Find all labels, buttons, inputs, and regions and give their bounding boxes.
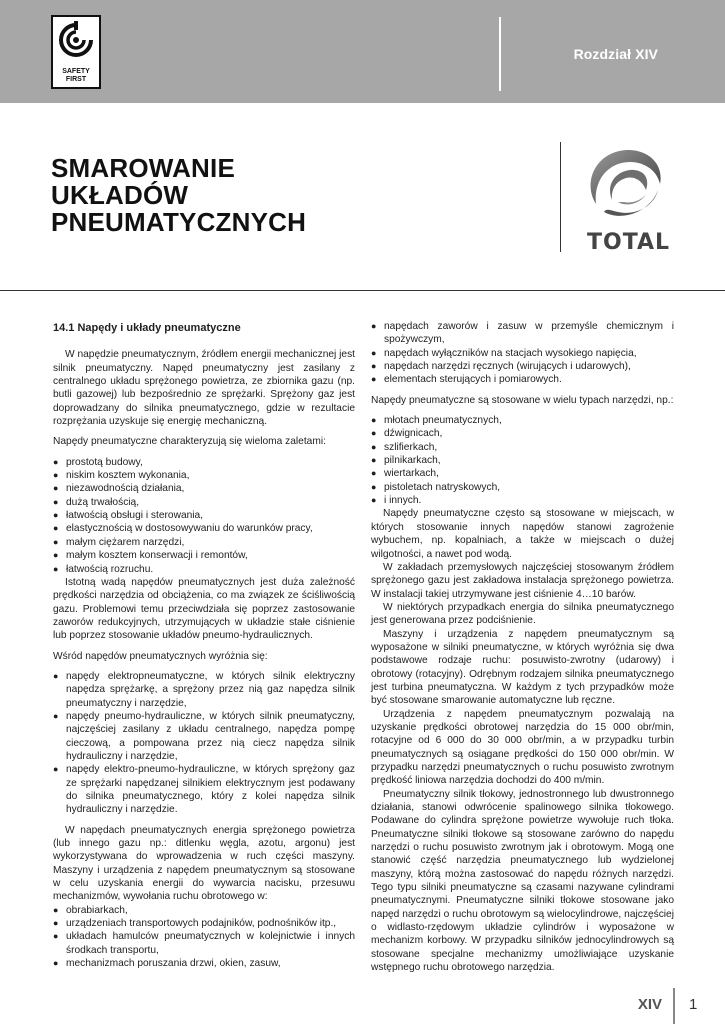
advantages-list xyxy=(53,456,355,576)
chapter-label: Rozdział XIV xyxy=(573,46,658,62)
paragraph: W zakładach przemysłowych najczęściej stosowanym źródłem sprężonego gazu jest zakładowa instalacja sprężonego powietrza. W instalacji takiej utrzymywane jest ciśnienie 4…10 barów. xyxy=(371,561,674,600)
list-item: ● małym kosztem konserwacji i remontów, xyxy=(53,549,355,562)
drive-types-list xyxy=(53,670,355,817)
list-item: ● napędach narzędzi ręcznych (wirujących i udarowych), xyxy=(371,360,674,373)
paragraph: Napędy pneumatyczne charakteryzują się wieloma zaletami: xyxy=(53,436,326,448)
list-item: ● elementach sterujących i pomiarowych. xyxy=(371,373,674,386)
list-item: ● młotach pneumatycznych, xyxy=(371,414,674,427)
page-number: 1 xyxy=(689,996,698,1013)
applications-list-continued xyxy=(371,320,674,387)
paragraph: Napędy pneumatyczne często są stosowane w miejscach, w których stosowanie innych napędów stanowi zagrożenie wybuchem, np. kopalniach, a także w miejscach o dużej wilgotności, a nawet pod wodą. xyxy=(371,508,674,560)
list-item: ● napędach zaworów i zasuw w przemyśle chemicznym i spożywczym, xyxy=(371,320,674,347)
list-item: ● prostotą budowy, xyxy=(53,456,355,469)
list-item: ● niskim kosztem wykonania, xyxy=(53,469,355,482)
list-item: ● dużą trwałością, xyxy=(53,496,355,509)
list-item: ● dźwignicach, xyxy=(371,427,674,440)
list-item: ● niezawodnością działania, xyxy=(53,482,355,495)
applications-list xyxy=(53,904,355,971)
left-column xyxy=(53,318,355,970)
list-item: ● mechanizmach poruszania drzwi, okien, zasuw, xyxy=(53,957,355,970)
page-title xyxy=(51,155,306,236)
list-item: ● napędach wyłączników na stacjach wysokiego napięcia, xyxy=(371,347,674,360)
list-item: ● łatwością rozruchu. xyxy=(53,563,355,576)
list-item: ● elastycznością w dostosowywaniu do warunków pracy, xyxy=(53,522,355,535)
paragraph: Istotną wadą napędów pneumatycznych jest duża zależność prędkości narzędzia od obciążenia, co ma związek ze ściśliwością gazu. Problemowi temu przeciwdziała się poprzez zastosowanie zaworów redukcyjnych, utrzymujących w układzie stałe ciśnienie lub poprzez stosowanie układów pneumo-hydraulicznych. xyxy=(53,576,355,642)
section-heading: 14.1 Napędy i układy pneumatyczne xyxy=(53,322,241,334)
list-item: ● napędy pneumo-hydrauliczne, w których silnik pneumatyczny, najczęściej zasilany z układu centralnego, napędza pompę cieczową, a pompowana przez nią ciecz napędza silnik hydrauliczny i narzędzie, xyxy=(53,710,355,763)
total-logo-wordmark: TOTAL xyxy=(587,230,671,255)
paragraph: W niektórych przypadkach energia do silnika pneumatycznego jest generowana przez podciśnienie. xyxy=(371,601,674,627)
logo-divider xyxy=(560,142,561,252)
list-item: ● szlifierkach, xyxy=(371,441,674,454)
list-item: ● łatwością obsługi i sterowania, xyxy=(53,509,355,522)
list-item: ● napędy elektro-pneumo-hydrauliczne, w których sprężony gaz ze sprężarki napędzanej silnikiem elektrycznym jest podawany do silnika pneumatycznego, który z kolei napędza silnik hydrauliczny i narzędzie. xyxy=(53,763,355,816)
footer-chapter: XIV xyxy=(637,996,662,1013)
title-line: PNEUMATYCZNYCH xyxy=(51,207,307,237)
list-item: ● wiertarkach, xyxy=(371,467,674,480)
footer-divider xyxy=(673,988,675,1024)
safety-logo-line1: SAFETY xyxy=(62,68,90,75)
title-line: SMAROWANIE xyxy=(51,153,235,183)
list-item: ● napędy elektropneumatyczne, w których silnik elektryczny napędza sprężarkę, a sprężony przez nią gaz napędza silnik pneumatyczny i narzędzie, xyxy=(53,670,355,710)
header-rule xyxy=(0,290,725,291)
header-divider xyxy=(499,17,501,91)
paragraph: W napędach pneumatycznych energia sprężonego powietrza (lub innego gazu np.: ditlenku węgla, azotu, argonu) jest wykorzystywana do wprowadzenia w ruch części maszyny. Maszyny i urządzenia z napędem pneumatycznym są stosowane w celu uzyskania energii do wywarcia nacisku, przesuwu mechanizmów, wywołania ruchu obrotowego w: xyxy=(53,824,355,903)
list-item: ● małym ciężarem narzędzi, xyxy=(53,536,355,549)
right-column xyxy=(371,320,674,975)
tools-list xyxy=(371,414,674,507)
paragraph: Urządzenia z napędem pneumatycznym pozwalają na uzyskanie prędkości obrotowej narzędzia do 15 000 obr/min, rotacyjne od 6 000 do 30 000 obr/min, a w przypadku turbin pneumatycznych są osiągane prędkości do 150 000 obr/min. W przypadku narzędzi pneumatycznych o ruchu posuwisto zwrotnym prędkość liniowa narzędzia dochodzi do 400 m/min. xyxy=(371,708,674,787)
safety-first-icon xyxy=(57,21,95,65)
title-line: UKŁADÓW xyxy=(51,180,189,210)
header-bar xyxy=(0,0,725,103)
safety-first-logo xyxy=(51,15,101,89)
paragraph: Wśród napędów pneumatycznych wyróżnia się: xyxy=(53,650,268,662)
paragraph: Pneumatyczny silnik tłokowy, jednostronnego lub dwustronnego działania, stanowi odwrócenie spalinowego silnika tłokowego. Podawane do cylindra sprężone powietrze wywołuje ruch tłoka. Pneumatyczne silniki tłokowe są stosowane zarówno do napędu narzędzi o ruchu posuwisto zwrotnym jak i obrotowym. Mogą one stanowić część narzędzia pneumatycznego lub wydzielonej maszyny, którą można zastosować do napędu różnych narzędzi. Tego typu silniki pneumatyczne są czasami nazywane cylindrami pneumatycznymi. Pneumatyczne silniki tłokowe stosowane jako napęd narzędzi o ruchu obrotowym są wielocylindrowe, najczęściej o widlasto-rzędowym układzie cylindrów i wyposażone w mechanizm korbowy. W przypadku silników jednocylindrowych są stosowane specjalne mechanizmy umożliwiające uzyskanie wstępnego ruchu obrotowego narzędzia. xyxy=(371,788,674,974)
total-logo-icon xyxy=(584,142,666,226)
list-item: ● pistoletach natryskowych, xyxy=(371,481,674,494)
paragraph: W napędzie pneumatycznym, źródłem energii mechanicznej jest silnik pneumatyczny. Napęd pneumatyczny jest zasilany z centralnego układu sprężonego powietrza, ze zbiornika gazu (np. butli gazowej) lub bezpośrednio ze sprężarki. Sprężony gaz jest doprowadzany do silnika pneumatycznego, gdzie w rezultacie rozprężania uzyskuje się energię mechaniczną. xyxy=(53,349,355,428)
list-item: ● obrabiarkach, xyxy=(53,904,355,917)
list-item: ● i innych. xyxy=(371,494,674,507)
safety-logo-line2: FIRST xyxy=(65,76,87,83)
list-item: ● pilnikarkach, xyxy=(371,454,674,467)
paragraph: Maszyny i urządzenia z napędem pneumatycznym są wyposażone w silniki pneumatyczne, w których wyróżnia się dwa podstawowe rodzaje ruchu: posuwisto-zwrotny (udarowy) i obrotowy (rotacyjny). Odrębnym rodzajem silnika pneumatycznego jest turbina pneumatyczna. W każdym z tych przypadków może być stosowane smarowanie automatyczne lub ręczne. xyxy=(371,628,674,707)
list-item: ● urządzeniach transportowych podajników, podnośników itp., xyxy=(53,917,355,930)
paragraph: Napędy pneumatyczne są stosowane w wielu typach narzędzi, np.: xyxy=(371,394,674,406)
list-item: ● układach hamulców pneumatycznych w kolejnictwie i innych środkach transportu, xyxy=(53,930,355,957)
